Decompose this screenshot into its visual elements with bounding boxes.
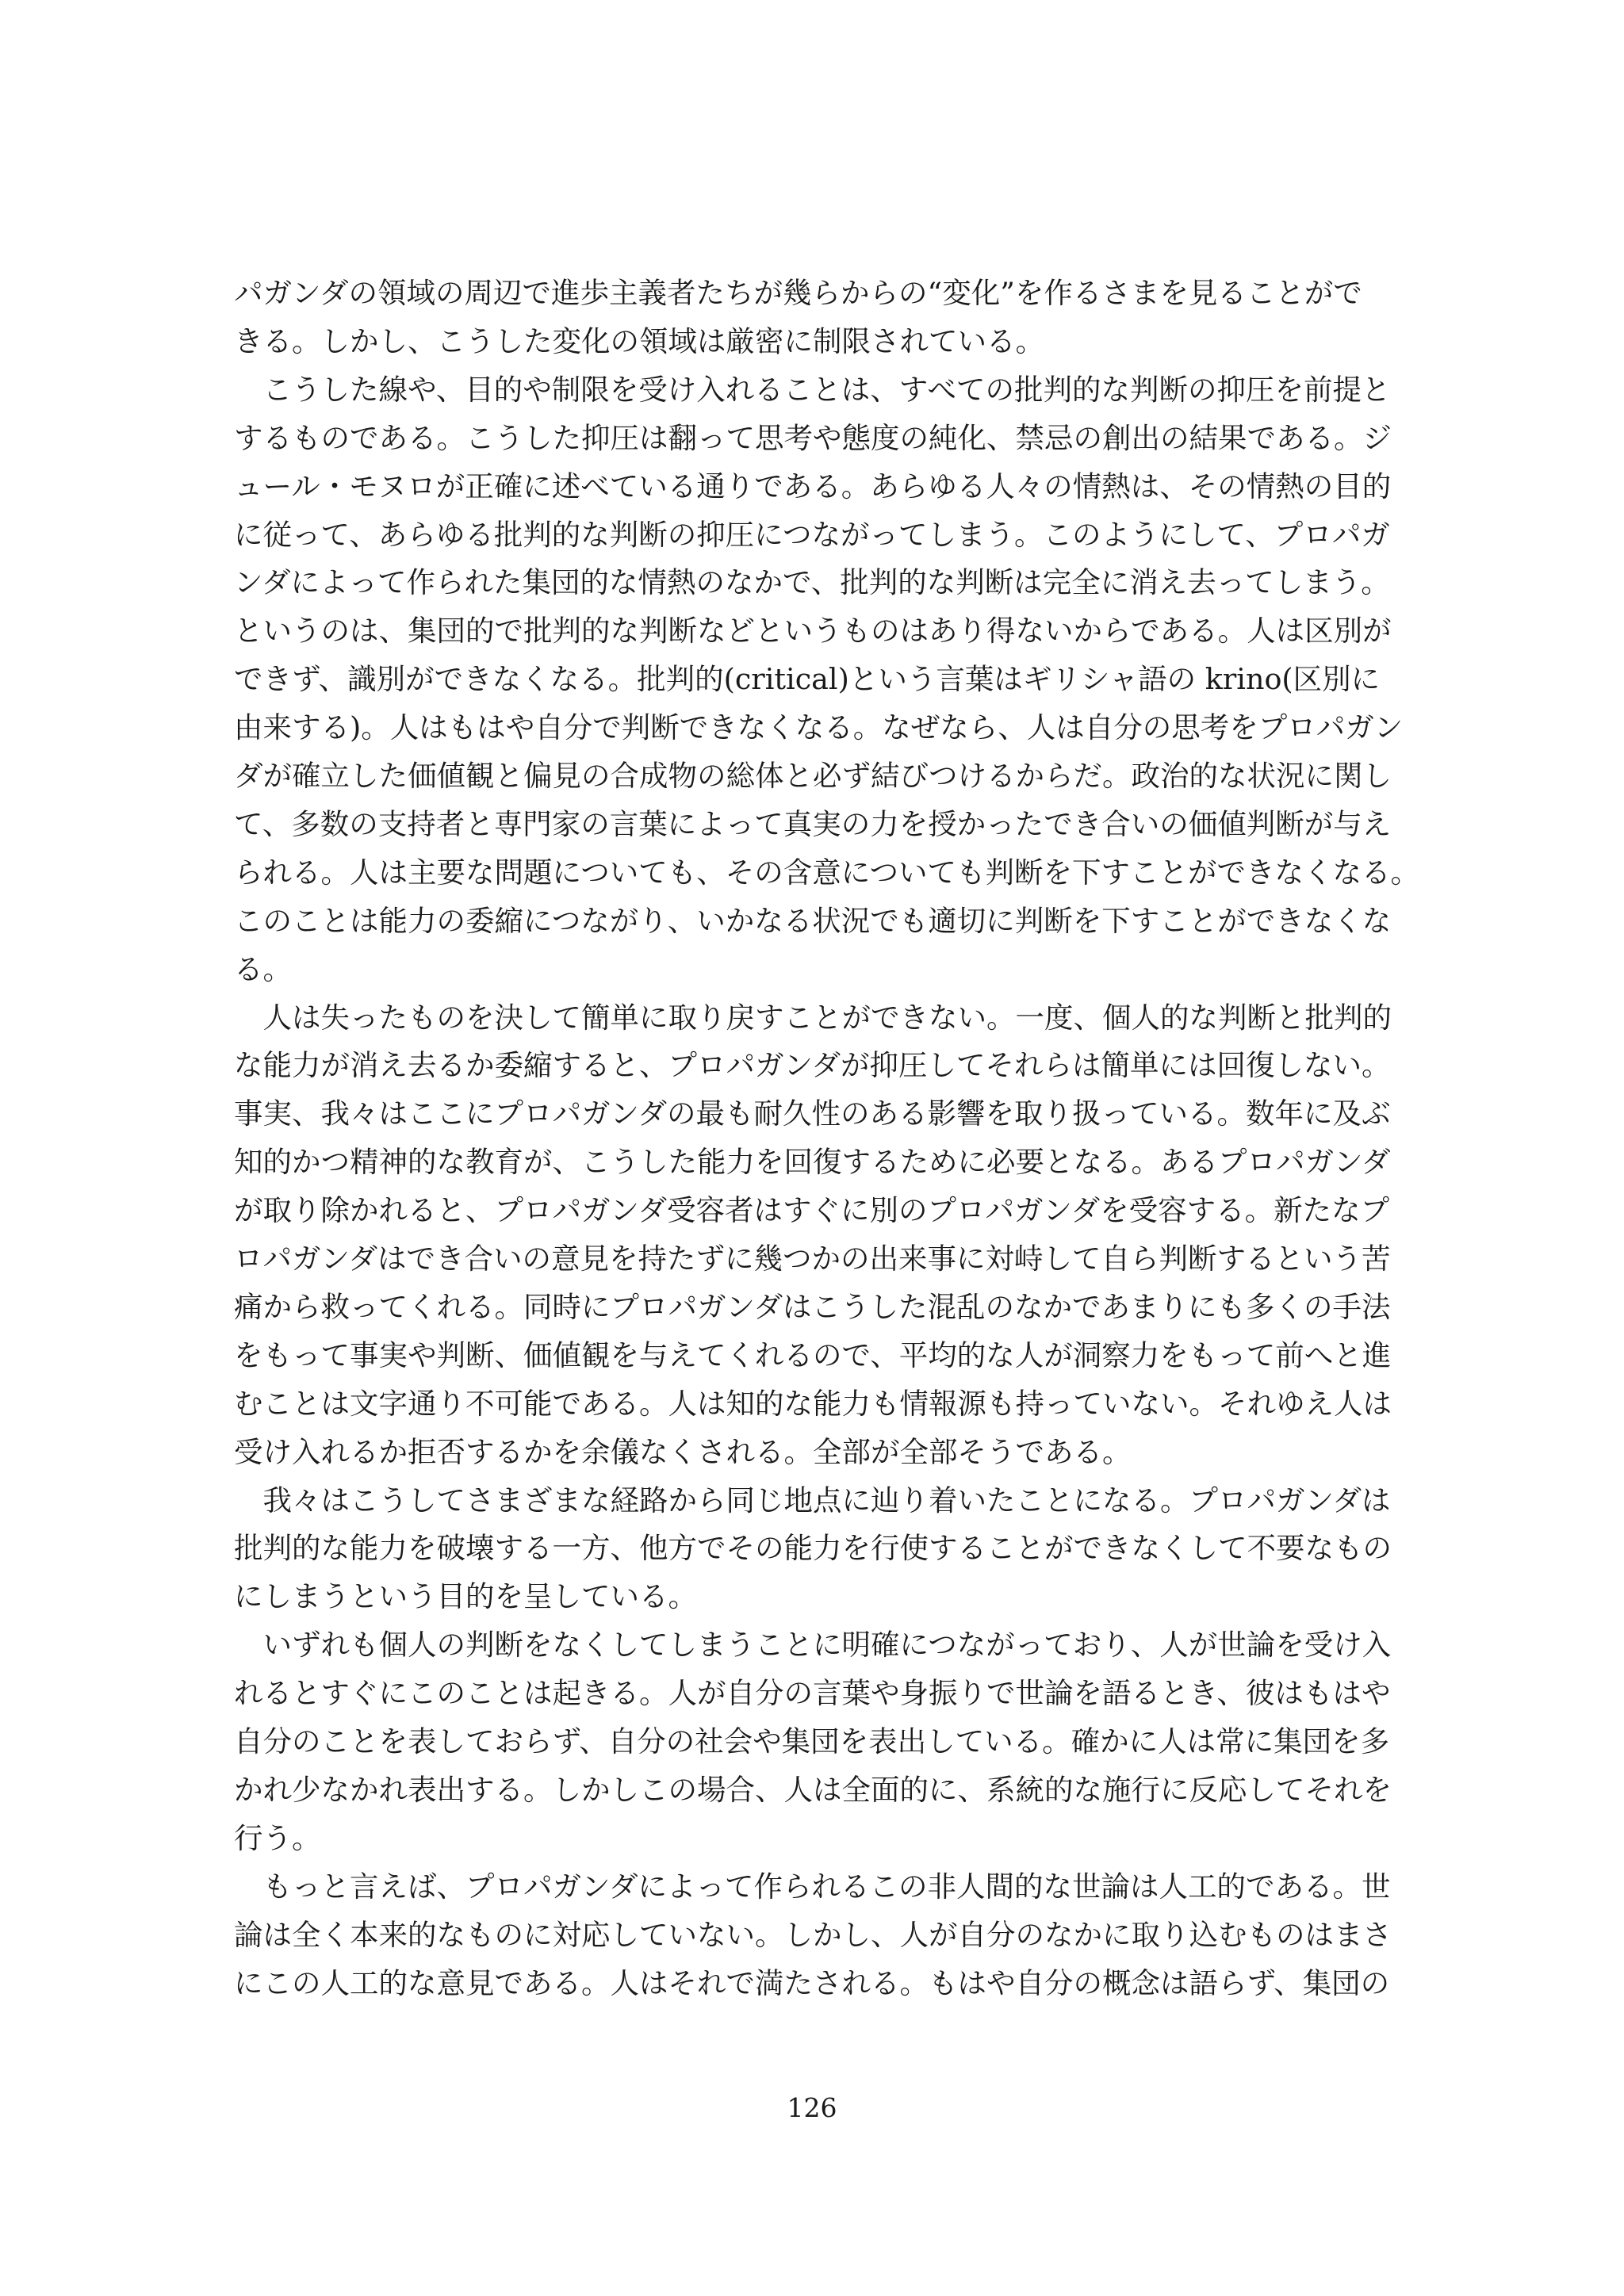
text-line: 由来する)。人はもはや自分で判断できなくなる。なぜなら、人は自分の思考をプロパガン	[234, 710, 1404, 745]
text-line: ンダによって作られた集団的な情熱のなかで、批判的な判断は完全に消え去ってしまう。	[234, 565, 1390, 600]
text-line: にしまうという目的を呈している。	[234, 1579, 697, 1614]
text-line: に従って、あらゆる批判的な判断の抑圧につながってしまう。このようにして、プロパガ	[234, 517, 1390, 552]
text-line: 論は全く本来的なものに対応していない。しかし、人が自分のなかに取り込むものはまさ	[234, 1917, 1392, 1952]
text-line: 批判的な能力を破壊する一方、他方でその能力を行使することができなくして不要なもの	[234, 1531, 1392, 1566]
text-line: ュール・モヌロが正確に述べている通りである。あらゆる人々の情熱は、その情熱の目的	[234, 469, 1392, 503]
text-line: ダが確立した価値観と偏見の合成物の総体と必ず結びつけるからだ。政治的な状況に関し	[234, 759, 1392, 793]
text-line: て、多数の支持者と専門家の言葉によって真実の力を授かったでき合いの価値判断が与え	[234, 806, 1392, 841]
text-line: が取り除かれると、プロパガンダ受容者はすぐに別のプロパガンダを受容する。新たなプ	[234, 1193, 1390, 1228]
text-line: られる。人は主要な問題についても、その含意についても判断を下すことができなくなる。	[234, 855, 1420, 890]
text-line: パガンダの領域の周辺で進歩主義者たちが幾らからの“変化”を作るさまを見ることがで	[234, 276, 1362, 310]
text-line: きる。しかし、こうした変化の領域は厳密に制限されている。	[234, 323, 1044, 358]
text-line: をもって事実や判断、価値観を与えてくれるので、平均的な人が洞察力をもって前へと進	[234, 1337, 1392, 1372]
text-line: 痛から救ってくれる。同時にプロパガンダはこうした混乱のなかであまりにも多くの手法	[234, 1289, 1391, 1324]
text-line: できず、識別ができなくなる。批判的(critical)という言葉はギリシャ語の krino(区別に	[234, 662, 1381, 697]
text-line: もっと言えば、プロパガンダによって作られるこの非人間的な世論は人工的である。世	[234, 1869, 1391, 1904]
page-number: 126	[787, 2092, 837, 2123]
text-line: するものである。こうした抑圧は翻って思考や態度の純化、禁忌の創出の結果である。ジ	[234, 420, 1392, 455]
text-line: こうした線や、目的や制限を受け入れることは、すべての批判的な判断の抑圧を前提と	[234, 372, 1391, 407]
text-line: 自分のことを表しておらず、自分の社会や集団を表出している。確かに人は常に集団を多	[234, 1724, 1390, 1758]
text-line: 事実、我々はここにプロパガンダの最も耐久性のある影響を取り扱っている。数年に及ぶ	[234, 1096, 1391, 1131]
text-line: いずれも個人の判断をなくしてしまうことに明確につながっており、人が世論を受け入	[234, 1628, 1392, 1663]
text-line: 人は失ったものを決して簡単に取り戻すことができない。一度、個人的な判断と批判的	[234, 1000, 1392, 1035]
text-line: 受け入れるか拒否するかを余儀なくされる。全部が全部そうである。	[234, 1434, 1132, 1469]
text-line: 我々はこうしてさまざまな経路から同じ地点に辿り着いたことになる。プロパガンダは	[234, 1483, 1391, 1517]
text-line: 知的かつ精神的な教育が、こうした能力を回復するために必要となる。あるプロパガンダ	[234, 1145, 1391, 1180]
text-line: ロパガンダはでき合いの意見を持たずに幾つかの出来事に対峙して自ら判断するという苦	[234, 1242, 1391, 1276]
text-line: むことは文字通り不可能である。人は知的な能力も情報源も持っていない。それゆえ人は	[234, 1386, 1392, 1421]
text-line: れるとすぐにこのことは起きる。人が自分の言葉や身振りで世論を語るとき、彼はもはや	[234, 1676, 1391, 1711]
text-line: このことは能力の委縮につながり、いかなる状況でも適切に判断を下すことができなくな	[234, 903, 1392, 938]
text-line: かれ少なかれ表出する。しかしこの場合、人は全面的に、系統的な施行に反応してそれを	[234, 1772, 1392, 1807]
text-line: 行う。	[234, 1820, 321, 1855]
text-line: というのは、集団的で批判的な判断などというものはあり得ないからである。人は区別が	[234, 614, 1392, 649]
text-line: な能力が消え去るか委縮すると、プロパガンダが抑圧してそれらは簡単には回復しない。	[234, 1048, 1391, 1083]
text-line: にこの人工的な意見である。人はそれで満たされる。もはや自分の概念は語らず、集団の	[234, 1965, 1390, 2000]
text-line: る。	[234, 951, 292, 986]
